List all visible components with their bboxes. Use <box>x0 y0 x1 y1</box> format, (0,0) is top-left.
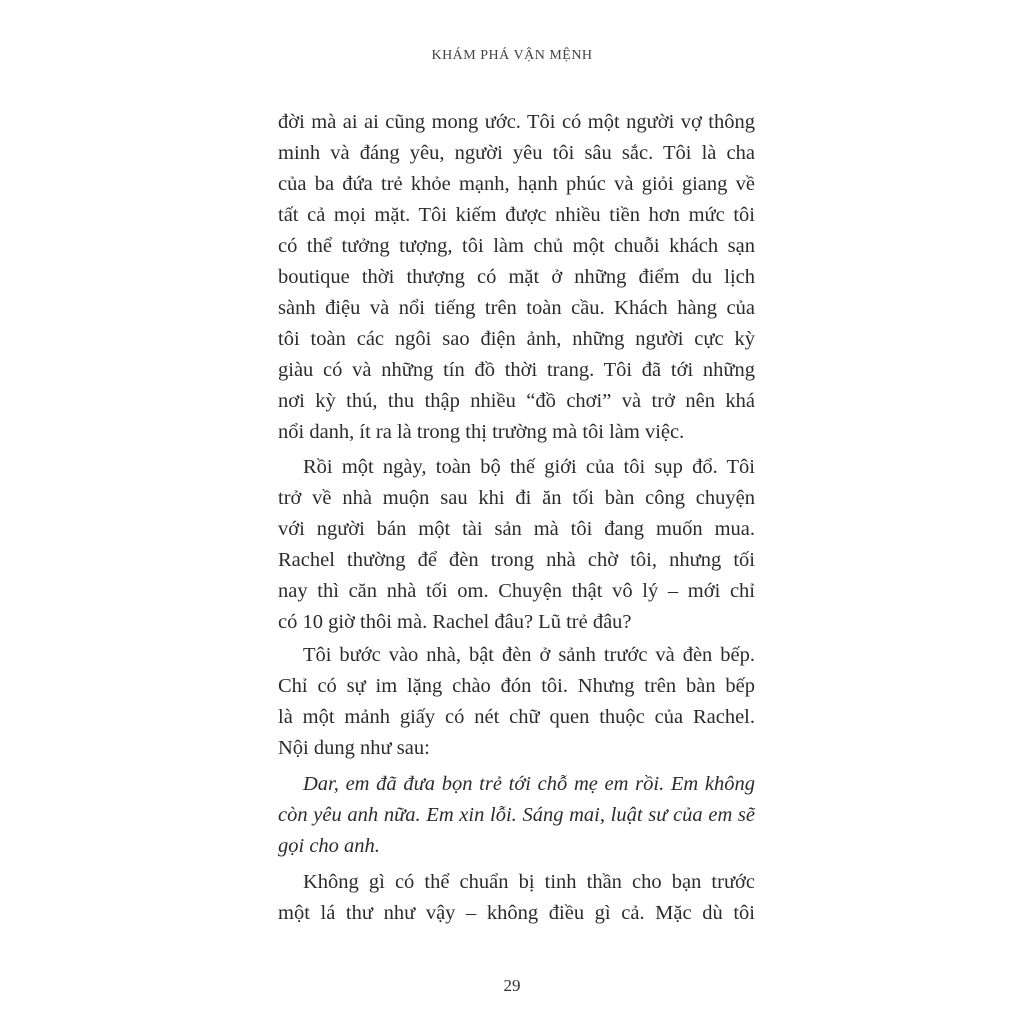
text-line: nơi kỳ thú, thu thập nhiều “đồ chơi” và trở nên khá <box>278 390 755 412</box>
page-number: 29 <box>503 976 521 995</box>
text-line: là một mảnh giấy có nét chữ quen thuộc của Rachel. <box>278 706 755 728</box>
text-line: boutique thời thượng có mặt ở những điểm du lịch <box>278 266 755 288</box>
text-line: một lá thư như vậy – không điều gì cả. Mặc dù tôi <box>278 902 755 924</box>
text-line: Rachel thường để đèn trong nhà chờ tôi, nhưng tối <box>278 549 755 571</box>
text-line: nổi danh, ít ra là trong thị trường mà tôi làm việc. <box>278 421 685 443</box>
text-line: đời mà ai ai cũng mong ước. Tôi có một người vợ thông <box>278 111 755 133</box>
text-line: với người bán một tài sản mà tôi đang muốn mua. <box>278 518 755 540</box>
text-line: Nội dung như sau: <box>278 737 430 759</box>
text-line: Rồi một ngày, toàn bộ thế giới của tôi sụp đổ. Tôi <box>303 456 755 478</box>
running-header: KHÁM PHÁ VẬN MỆNH <box>431 48 593 63</box>
text-line: Dar, em đã đưa bọn trẻ tới chỗ mẹ em rồi. Em không <box>303 773 755 795</box>
text-line: Tôi bước vào nhà, bật đèn ở sảnh trước và đèn bếp. <box>303 644 755 666</box>
text-line: tất cả mọi mặt. Tôi kiếm được nhiều tiền hơn mức tôi <box>278 204 755 226</box>
text-line: gọi cho anh. <box>278 835 380 857</box>
text-line: minh và đáng yêu, người yêu tôi sâu sắc. Tôi là cha <box>278 142 755 164</box>
text-line: còn yêu anh nữa. Em xin lỗi. Sáng mai, luật sư của em sẽ <box>278 804 755 826</box>
text-line: nay thì căn nhà tối om. Chuyện thật vô lý – mới chỉ <box>278 580 755 602</box>
text-line: trở về nhà muộn sau khi đi ăn tối bàn công chuyện <box>278 487 755 509</box>
text-line: Chỉ có sự im lặng chào đón tôi. Nhưng trên bàn bếp <box>278 675 755 697</box>
text-line: sành điệu và nổi tiếng trên toàn cầu. Khách hàng của <box>278 297 755 319</box>
text-line: tôi toàn các ngôi sao điện ảnh, những người cực kỳ <box>278 328 755 350</box>
text-line: giàu có và những tín đồ thời trang. Tôi đã tới những <box>278 359 755 381</box>
text-line: có thể tưởng tượng, tôi làm chủ một chuỗi khách sạn <box>278 235 755 257</box>
text-line: Không gì có thể chuẩn bị tinh thần cho bạn trước <box>303 871 755 893</box>
text-line: của ba đứa trẻ khỏe mạnh, hạnh phúc và giỏi giang về <box>278 173 755 195</box>
text-line: có 10 giờ thôi mà. Rachel đâu? Lũ trẻ đâu? <box>278 611 632 633</box>
